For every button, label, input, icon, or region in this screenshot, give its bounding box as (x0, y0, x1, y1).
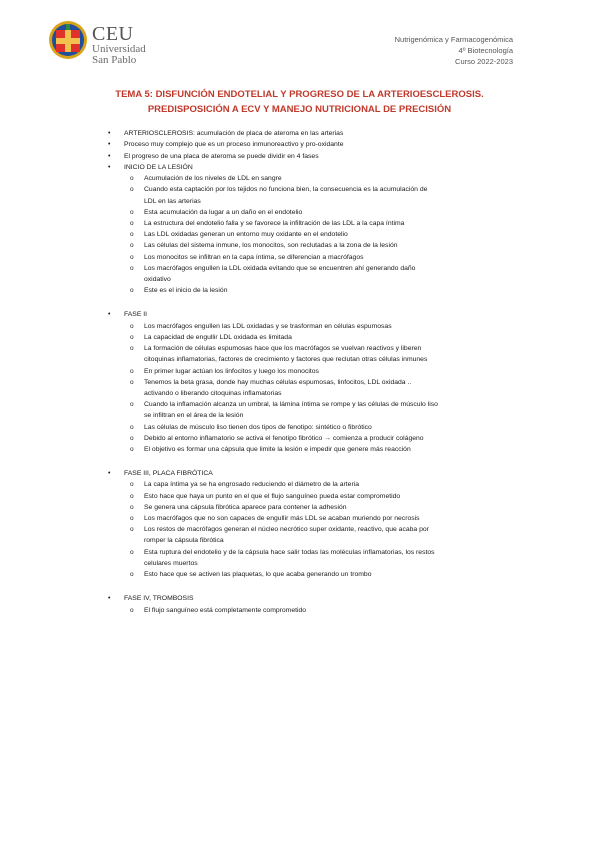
list-item: o Esto hace que haya un punto en el que el flujo sanguíneo pueda estar comprometido (108, 491, 528, 502)
list-item: o El objetivo es formar una cápsula que limite la lesión e impedir que genere más reacción (108, 444, 528, 455)
list-item: o Esta ruptura del endotelio y de la cápsula hace salir todas las moléculas inflamatorias, los restos (108, 547, 528, 558)
list-item: o Los macrófagos engullen las LDL oxidadas y se trasforman en células espumosas (108, 321, 528, 332)
list-item-continuation: se infiltran en el área de la lesión (144, 412, 244, 420)
list-item: o Este es el inicio de la lesión (108, 285, 528, 296)
list-item: o Los macrófagos engullen la LDL oxidada evitando que se encuentren ahí generando daño (108, 263, 528, 274)
list-item: o Acumulación de los niveles de LDL en sangre (108, 173, 528, 184)
list-item: o Tenemos la beta grasa, donde hay muchas células espumosas, linfocitos, LDL oxidada .. (108, 377, 528, 388)
logo-subtitle-2: San Pablo (92, 54, 137, 66)
list-item: o Cuando esta captación por los tejidos no funciona bien, la consecuencia es la acumulación de (108, 184, 528, 195)
document-title (0, 87, 599, 117)
intro-item: • El progreso de una placa de ateroma se puede dividir en 4 fases (108, 151, 528, 162)
course-header (395, 34, 513, 67)
course-year: Curso 2022-2023 (455, 57, 513, 66)
list-item: o Los restos de macrófagos generan el núcleo necrótico super oxidante, reactivo, que acaba por (108, 524, 528, 535)
list-item-continuation: activando o liberando citoquinas inflamatorias (144, 389, 282, 397)
list-item-continuation: oxidativo (144, 276, 171, 284)
course-name: Nutrigenómica y Farmacogenómica (394, 35, 513, 44)
university-seal-icon (48, 20, 88, 60)
list-item: o Esta acumulación da lugar a un daño en el endotelio (108, 207, 528, 218)
section-heading: • INICIO DE LA LESIÓN (108, 162, 528, 173)
list-item-continuation: romper la cápsula fibrótica (144, 537, 224, 545)
list-item-continuation: celulares muertos (144, 559, 198, 567)
list-item: o Los monocitos se infiltran en la capa íntima, se diferencian a macrófagos (108, 252, 528, 263)
intro-item: • ARTERIOSCLEROSIS: acumulación de placa de ateroma en las arterias (108, 128, 528, 139)
section-heading: • FASE III, PLACA FIBRÓTICA (108, 468, 528, 479)
list-item: o Las LDL oxidadas generan un entorno muy oxidante en el endotelio (108, 229, 528, 240)
section-heading: • FASE II (108, 309, 528, 320)
list-item: o Debido al entorno inflamatorio se activa el fenotipo fibrótico → comienza a producir colágeno (108, 433, 528, 444)
ceu-logo (48, 20, 146, 66)
course-degree: 4º Biotecnología (458, 46, 513, 55)
list-item: o Cuando la inflamación alcanza un umbral, la lámina íntima se rompe y las células de músculo liso (108, 399, 528, 410)
list-item: o La formación de células espumosas hace que los macrófagos se vuelvan reactivos y liberen (108, 343, 528, 354)
intro-item: • Proceso muy complejo que es un proceso inmunoreactivo y pro-oxidante (108, 139, 528, 150)
list-item: o Se genera una cápsula fibrótica aparece para contener la adhesión (108, 502, 528, 513)
list-item: o El flujo sanguíneo está completamente comprometido (108, 605, 528, 616)
document-body (108, 128, 528, 616)
list-item-continuation: citoquinas inflamatorias, factores de crecimiento y factores que reclutan otras células inmunes (144, 356, 428, 364)
list-item: o La capa íntima ya se ha engrosado reduciendo el diámetro de la arteria (108, 479, 528, 490)
title-line-1: TEMA 5: DISFUNCIÓN ENDOTELIAL Y PROGRESO DE LA ARTERIOESCLEROSIS. (115, 89, 484, 100)
logo-name: CEU (92, 23, 134, 45)
list-item: o La estructura del endotelio falla y se favorece la infiltración de las LDL a la capa íntima (108, 218, 528, 229)
list-item: o Los macrófagos que no son capaces de engullir más LDL se acaban muriendo por necrosis (108, 513, 528, 524)
title-line-2: PREDISPOSICIÓN A ECV Y MANEJO NUTRICIONAL DE PRECISIÓN (147, 104, 452, 115)
list-item-continuation: LDL en las arterias (144, 197, 201, 205)
list-item: o Las células del sistema inmune, los monocitos, son reclutadas a la zona de la lesión (108, 240, 528, 251)
list-item: o La capacidad de engullir LDL oxidada es limitada (108, 332, 528, 343)
list-item: o Esto hace que se activen las plaquetas, lo que acaba generando un trombo (108, 569, 528, 580)
logo-subtitle-1: Universidad (92, 43, 146, 55)
list-item: o En primer lugar actúan los linfocitos y luego los monocitos (108, 366, 528, 377)
list-item: o Las células de músculo liso tienen dos tipos de fenotipo: sintético o fibrótico (108, 422, 528, 433)
section-heading: • FASE IV, TROMBOSIS (108, 593, 528, 604)
